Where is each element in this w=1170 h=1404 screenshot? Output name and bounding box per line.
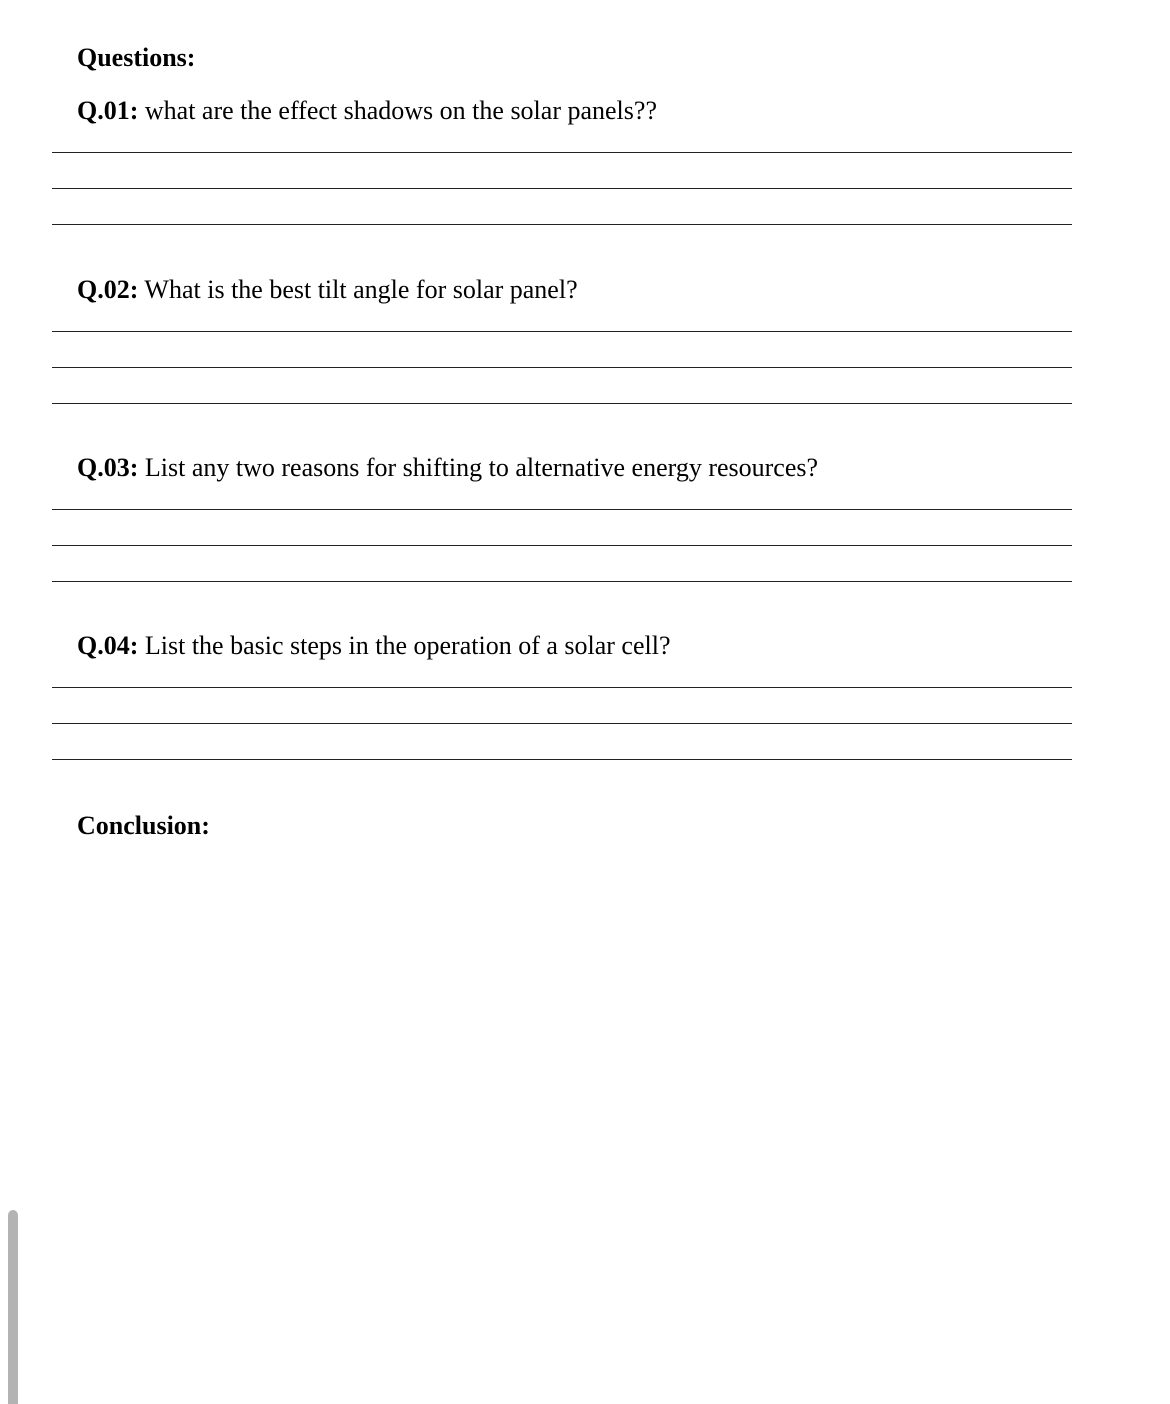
answer-line-q4-2[interactable] xyxy=(52,723,1072,724)
question-4 xyxy=(77,633,671,659)
answer-line-q1-2[interactable] xyxy=(52,188,1072,189)
scrollbar[interactable] xyxy=(8,1210,18,1404)
conclusion-heading: Conclusion: xyxy=(77,811,210,840)
question-3-text: List any two reasons for shifting to alternative energy resources? xyxy=(138,453,819,482)
answer-line-q2-1[interactable] xyxy=(52,331,1072,332)
answer-line-q4-3[interactable] xyxy=(52,759,1072,760)
question-2-text: What is the best tilt angle for solar panel? xyxy=(138,275,578,304)
questions-heading: Questions: xyxy=(77,43,196,72)
answer-line-q2-3[interactable] xyxy=(52,403,1072,404)
answer-line-q1-3[interactable] xyxy=(52,224,1072,225)
question-1-text: what are the effect shadows on the solar panels?? xyxy=(138,96,657,125)
question-1-number: Q.01: xyxy=(77,96,139,125)
answer-line-q3-3[interactable] xyxy=(52,581,1072,582)
question-4-text: List the basic steps in the operation of a solar cell? xyxy=(138,631,671,660)
answer-line-q3-2[interactable] xyxy=(52,545,1072,546)
question-2 xyxy=(77,277,578,303)
answer-line-q2-2[interactable] xyxy=(52,367,1072,368)
answer-line-q4-1[interactable] xyxy=(52,687,1072,688)
question-2-number: Q.02: xyxy=(77,275,139,304)
answer-line-q1-1[interactable] xyxy=(52,152,1072,153)
question-3 xyxy=(77,455,818,481)
question-1 xyxy=(77,98,657,124)
answer-line-q3-1[interactable] xyxy=(52,509,1072,510)
question-4-number: Q.04: xyxy=(77,631,139,660)
question-3-number: Q.03: xyxy=(77,453,139,482)
